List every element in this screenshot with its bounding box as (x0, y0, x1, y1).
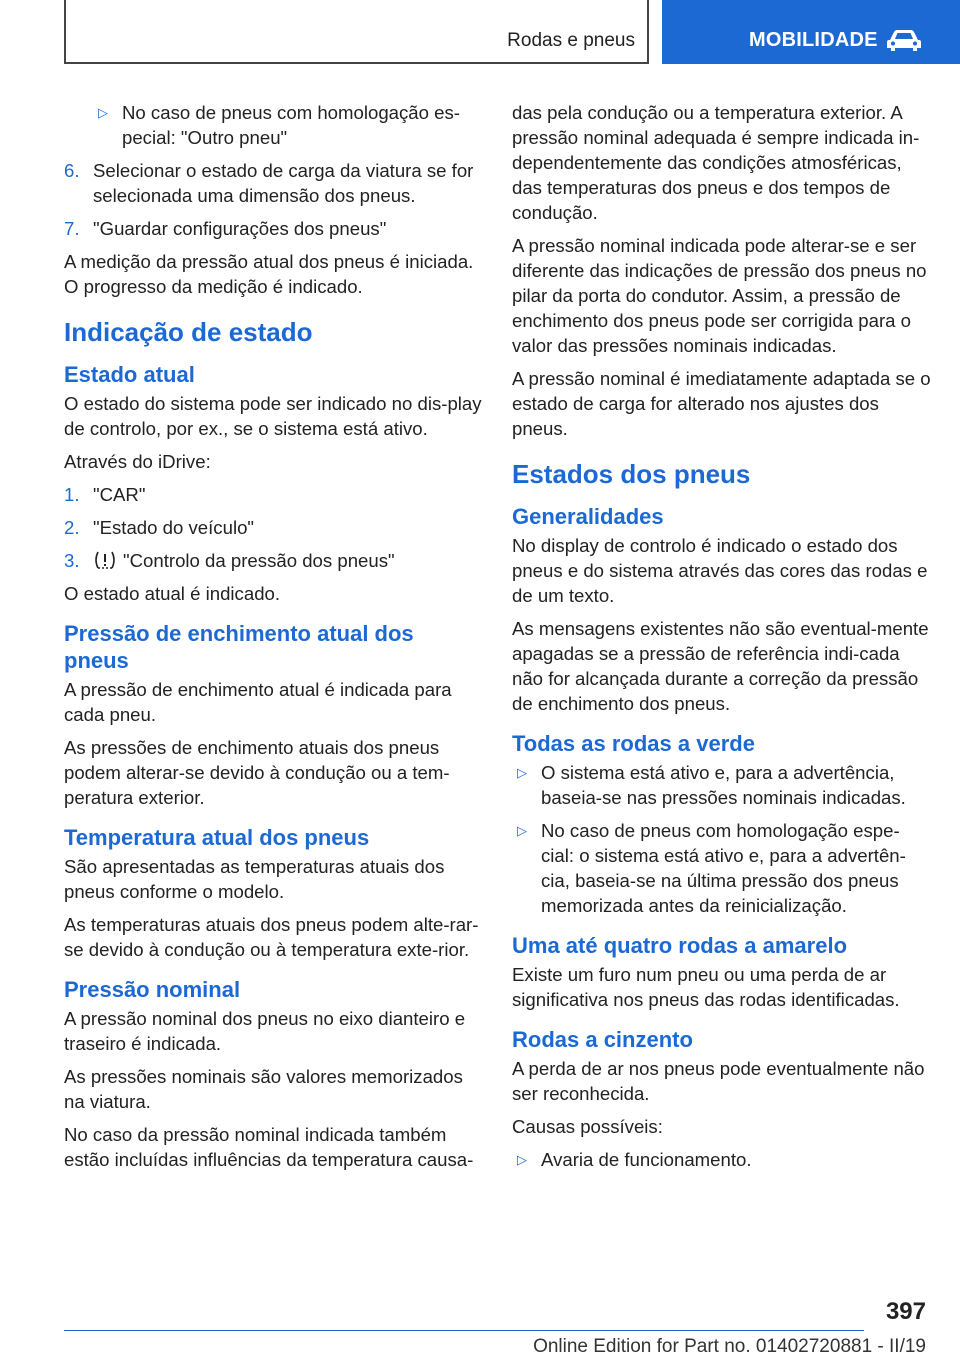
paragraph: Causas possíveis: (512, 1116, 663, 1137)
paragraph: A pressão de enchimento atual é indicada para cada pneu. (64, 679, 452, 725)
list-number: 2. (64, 517, 80, 538)
left-column (64, 100, 484, 1180)
header-chapter-title: MOBILIDADE (749, 29, 878, 51)
paragraph: A medição da pressão atual dos pneus é iniciada. O progresso da medição é indicado. (64, 251, 474, 297)
section-heading: Estados dos pneus (512, 459, 751, 489)
paragraph: As mensagens existentes não são eventual-mente apagadas se a pressão de referência indi-cada não for alcançada durante a correção da pressão de enchimento dos pneus. (512, 618, 929, 714)
list-item: 2. "Estado do veículo" (64, 517, 255, 538)
subsection-heading: Estado atual (64, 362, 195, 387)
list-number: 1. (64, 484, 80, 505)
bullet-triangle-icon: ▷ (517, 765, 527, 780)
subsection-heading: Generalidades (512, 504, 664, 529)
subsection-heading: Pressão de enchimento atual dos pneus (64, 621, 414, 673)
list-number: 6. (64, 160, 80, 181)
paragraph: No display de controlo é indicado o estado dos pneus e do sistema através das cores das rodas e de um texto. (512, 535, 928, 606)
list-item: 6. Selecionar o estado de carga da viatura se for selecionada uma dimensão dos pneus. (64, 160, 474, 206)
paragraph: No caso da pressão nominal indicada também estão incluídas influências da temperatura causa- (64, 1124, 474, 1170)
subsection-heading: Todas as rodas a verde (512, 731, 755, 756)
paragraph: As temperaturas atuais dos pneus podem alte-rar-se devido à condução ou à temperatura exte-rior. (64, 914, 479, 960)
tire-pressure-warning-icon (93, 550, 117, 570)
edition-note: Online Edition for Part no. 01402720881 - II/19 (533, 1336, 926, 1357)
paragraph: O estado do sistema pode ser indicado no dis-play de controlo, por ex., se o sistema está ativo. (64, 393, 482, 439)
subsection-heading: Temperatura atual dos pneus (64, 825, 370, 850)
paragraph: A perda de ar nos pneus pode eventualmente não ser reconhecida. (512, 1058, 925, 1104)
page-number: 397 (885, 1298, 926, 1325)
paragraph: As pressões nominais são valores memorizados na viatura. (64, 1066, 463, 1112)
list-item: ▷ Avaria de funcionamento. (517, 1149, 752, 1170)
list-item: ▷ No caso de pneus com homologação espe-cial: o sistema está ativo e, para a advertên-cia, baseia-se na última pressão dos pneus memorizada antes da reinicialização. (517, 820, 906, 916)
paragraph: A pressão nominal é imediatamente adaptada se o estado de carga for alterado nos ajustes dos pneus. (512, 368, 931, 439)
bullet-triangle-icon: ▷ (98, 105, 108, 120)
header-section-title: Rodas e pneus (507, 30, 635, 51)
paragraph: São apresentadas as temperaturas atuais dos pneus conforme o modelo. (64, 856, 445, 902)
subsection-heading: Pressão nominal (64, 977, 241, 1002)
list-item: ▷ No caso de pneus com homologação es-pecial: "Outro pneu" (98, 102, 460, 148)
car-icon (886, 28, 922, 52)
paragraph: A pressão nominal dos pneus no eixo dianteiro e traseiro é indicada. (64, 1008, 466, 1054)
paragraph: As pressões de enchimento atuais dos pneus podem alterar-se devido à condução ou a tem-peratura exterior. (64, 737, 450, 808)
paragraph: Existe um furo num pneu ou uma perda de ar significativa nos pneus das rodas identificadas. (512, 964, 900, 1010)
list-number: 3. (64, 550, 80, 571)
paragraph: Através do iDrive: (64, 451, 211, 472)
list-item: 3. "Controlo da pressão dos pneus" (64, 550, 395, 571)
list-item: ▷ O sistema está ativo e, para a advertência, baseia-se nas pressões nominais indicadas. (517, 762, 906, 808)
list-item: 1. "CAR" (64, 484, 146, 505)
paragraph: O estado atual é indicado. (64, 583, 281, 604)
paragraph: das pela condução ou a temperatura exterior. A pressão nominal adequada é sempre indicada in-dependentemente das condições atmosféricas, das temperaturas dos pneus e dos tempos de condução. (512, 102, 920, 223)
bullet-triangle-icon: ▷ (517, 1152, 527, 1167)
subsection-heading: Uma até quatro rodas a amarelo (512, 933, 848, 958)
subsection-heading: Rodas a cinzento (512, 1027, 693, 1052)
footer-divider (64, 1330, 864, 1331)
section-heading: Indicação de estado (64, 317, 313, 347)
bullet-triangle-icon: ▷ (517, 823, 527, 838)
header-chapter-band (662, 0, 960, 64)
right-column (512, 100, 932, 1180)
list-item: 7. "Guardar configurações dos pneus" (64, 218, 387, 239)
list-number: 7. (64, 218, 80, 239)
paragraph: A pressão nominal indicada pode alterar-se e ser diferente das indicações de pressão dos pneus no pilar da porta do condutor. Assim, a pressão de enchimento dos pneus pode ser corrigida para o valor das pressões nominais indicadas. (512, 235, 927, 356)
